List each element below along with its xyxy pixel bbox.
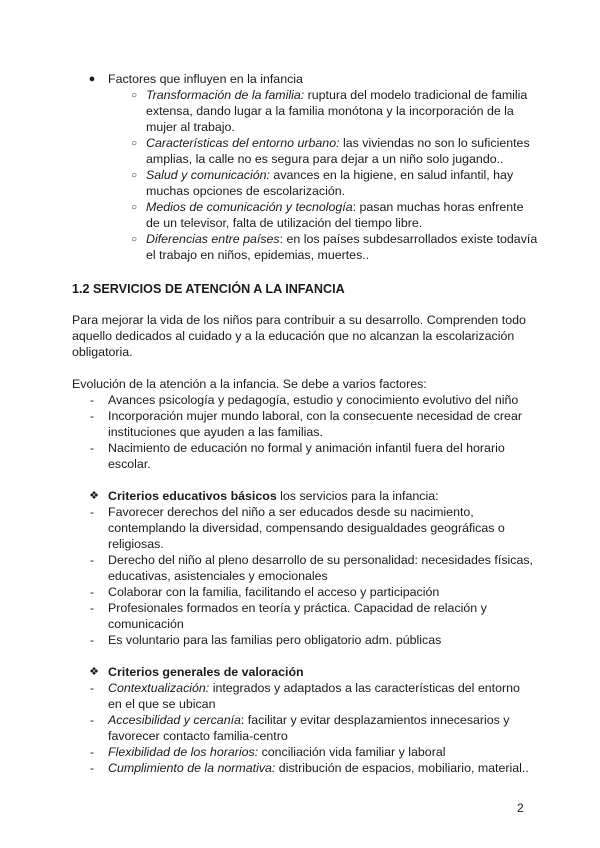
factor-item <box>146 87 527 103</box>
dash-icon: - <box>90 393 95 407</box>
evolution-item: Nacimiento de educación no formal y animación infantil fuera del horario <box>108 441 505 455</box>
sub-bullet-icon: ○ <box>130 138 138 149</box>
valoracion-text: en el que se ubican <box>108 697 216 711</box>
bullet-icon: ● <box>88 73 96 85</box>
criterios-valoracion-heading: Criterios generales de valoración <box>108 665 304 679</box>
evolution-item: instituciones que ayuden a las familias. <box>108 425 323 439</box>
criterio-item: Derecho del niño al pleno desarrollo de su personalidad: necesidades físicas, <box>108 553 533 567</box>
section-title: 1.2 SERVICIOS DE ATENCIÓN A LA INFANCIA <box>72 282 345 296</box>
dash-icon: - <box>90 633 95 647</box>
dash-icon: - <box>90 585 95 599</box>
evolution-item: Incorporación mujer mundo laboral, con la consecuente necesidad de crear <box>108 409 522 423</box>
valoracion-item <box>108 712 510 728</box>
criterio-item: contemplando la diversidad, compensando desigualdades geográficas o <box>108 521 505 535</box>
criterio-item: Es voluntario para las familias pero obligatorio adm. públicas <box>108 633 442 647</box>
factor-text: el trabajo en niños, epidemias, muertes.. <box>146 248 370 262</box>
factor-text: muchas opciones de escolarización. <box>146 184 346 198</box>
factor-item <box>146 231 537 247</box>
factor-text: avances en la higiene, en salud infantil, hay <box>269 168 514 182</box>
factor-text: extensa, dando lugar a la familia monótona y la incorporación de la <box>146 104 514 118</box>
factor-item <box>146 167 513 183</box>
factor-label: Salud y comunicación: <box>146 168 270 182</box>
dash-icon: - <box>90 745 95 759</box>
criterio-item: religiosas. <box>108 537 164 551</box>
dash-icon: - <box>90 681 95 695</box>
valoracion-item <box>108 760 529 776</box>
criterios-educativos-subtitle: los servicios para la infancia: <box>276 489 439 503</box>
evolution-heading: Evolución de la atención a la infancia. Se debe a varios factores: <box>72 377 427 391</box>
factor-item <box>146 135 530 151</box>
dash-icon: - <box>90 761 95 775</box>
valoracion-item <box>108 680 520 696</box>
factor-text: las viviendas no son lo suficientes <box>339 136 530 150</box>
dash-icon: - <box>90 441 95 455</box>
intro-text: obligatoria. <box>72 345 133 359</box>
criterios-educativos-heading <box>108 488 439 504</box>
criterio-item: Colaborar con la familia, facilitando el acceso y participación <box>108 585 440 599</box>
valoracion-text: integrados y adaptados a las características del entorno <box>209 681 520 695</box>
dash-icon: - <box>90 409 95 423</box>
criterio-item: Profesionales formados en teoría y práctica. Capacidad de relación y <box>108 601 487 615</box>
sub-bullet-icon: ○ <box>130 90 138 101</box>
factor-label: Características del entorno urbano: <box>146 136 340 150</box>
valoracion-label: Flexibilidad de los horarios: <box>108 745 259 759</box>
page-number: 2 <box>517 801 524 815</box>
criterio-item: comunicación <box>108 617 184 631</box>
factor-item <box>146 199 523 215</box>
criterio-item: educativas, asistenciales y emocionales <box>108 569 328 583</box>
factor-text: amplias, la calle no es segura para dejar a un niño solo jugando.. <box>146 152 504 166</box>
factor-label: Transformación de la familia: <box>146 88 305 102</box>
factors-heading: Factores que influyen en la infancia <box>108 72 303 86</box>
valoracion-text: conciliación vida familiar y laboral <box>258 745 446 759</box>
dash-icon: - <box>90 713 95 727</box>
evolution-item: Avances psicología y pedagogía, estudio y conocimiento evolutivo del niño <box>108 393 519 407</box>
sub-bullet-icon: ○ <box>130 170 138 181</box>
factor-text: mujer al trabajo. <box>146 120 235 134</box>
sub-bullet-icon: ○ <box>130 234 138 245</box>
factor-text: : pasan muchas horas enfrente <box>352 200 524 214</box>
criterios-educativos-title: Criterios educativos básicos <box>108 489 277 503</box>
valoracion-text: : facilitar y evitar desplazamientos innecesarios y <box>240 713 510 727</box>
valoracion-label: Contextualización: <box>108 681 210 695</box>
factor-text: ruptura del modelo tradicional de familia <box>304 88 528 102</box>
valoracion-item <box>108 744 445 760</box>
intro-text: Para mejorar la vida de los niños para contribuir a su desarrollo. Comprenden todo <box>72 313 526 327</box>
valoracion-label: Accesibilidad y cercanía <box>108 713 241 727</box>
valoracion-text: favorecer contacto familia-centro <box>108 729 288 743</box>
factor-label: Diferencias entre países <box>146 232 280 246</box>
criterio-item: Favorecer derechos del niño a ser educados desde su nacimiento, <box>108 505 474 519</box>
evolution-item: escolar. <box>108 457 151 471</box>
dash-icon: - <box>90 553 95 567</box>
dash-icon: - <box>90 601 95 615</box>
dash-icon: - <box>90 505 95 519</box>
factor-text: de un televisor, falta de utilización del tiempo libre. <box>146 216 423 230</box>
diamond-bullet-icon: ❖ <box>89 666 99 678</box>
valoracion-text: distribución de espacios, mobiliario, material.. <box>275 761 529 775</box>
factor-text: : en los países subdesarrollados existe todavía <box>279 232 538 246</box>
diamond-bullet-icon: ❖ <box>89 490 99 502</box>
sub-bullet-icon: ○ <box>130 202 138 213</box>
valoracion-label: Cumplimiento de la normativa: <box>108 761 276 775</box>
intro-text: aquello dedicados al cuidado y a la educación que no alcanzan la escolarización <box>72 329 515 343</box>
factor-label: Medios de comunicación y tecnología <box>146 200 353 214</box>
